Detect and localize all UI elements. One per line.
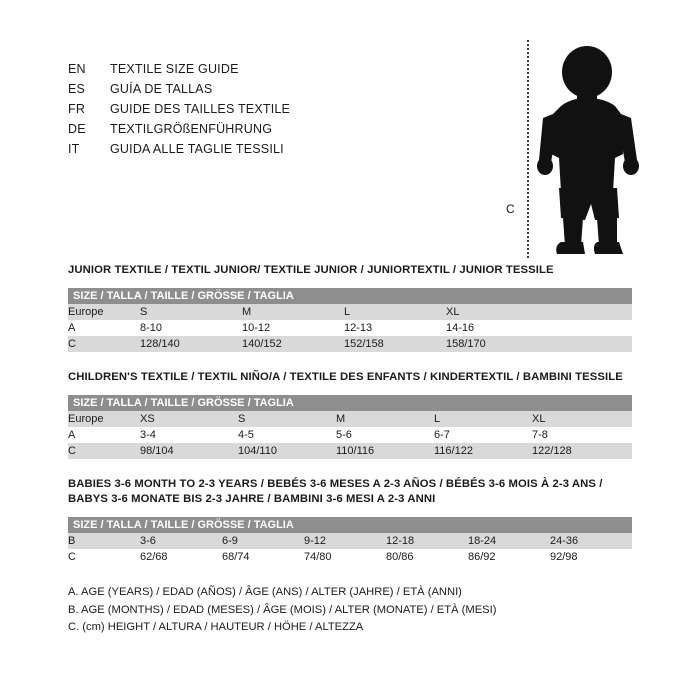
language-title: TEXTILGRÖßENFÜHRUNG <box>110 122 273 136</box>
cell: 152/158 <box>344 336 446 352</box>
cell: 6-7 <box>434 427 532 443</box>
cell: 86/92 <box>468 549 550 565</box>
section-title-babies: BABIES 3-6 MONTH TO 2-3 YEARS / BEBÉS 3-6 MESES A 2-3 AÑOS / BÉBÉS 3-6 MOIS À 2-3 ANS / BABYS 3-6 MONATE BIS 2-3 JAHRE / BAMBINI 3-6 MESI A 2-3 ANNI <box>68 478 603 505</box>
cell: 14-16 <box>446 320 632 336</box>
cell: 7-8 <box>532 427 632 443</box>
cell: 5-6 <box>336 427 434 443</box>
language-title: GUIDA ALLE TAGLIE TESSILI <box>110 142 284 156</box>
table-band-header <box>68 517 632 533</box>
cell: 68/74 <box>222 549 304 565</box>
language-row <box>68 102 488 122</box>
cell: 12-13 <box>344 320 446 336</box>
legend-item-age-months: B. AGE (MONTHS) / EDAD (MESES) / ÂGE (MOIS) / ALTER (MONATE) / ETÀ (MESI) <box>68 603 497 616</box>
cell: 122/128 <box>532 443 632 459</box>
row-label: Europe <box>68 304 140 320</box>
height-dotted-line <box>527 40 529 258</box>
junior-size-table <box>68 288 632 352</box>
cell: 104/110 <box>238 443 336 459</box>
row-label: A <box>68 427 140 443</box>
row-label: C <box>68 549 140 565</box>
table-row <box>68 533 632 549</box>
height-marker-label: C <box>506 202 515 216</box>
legend-item-age-years: A. AGE (YEARS) / EDAD (AÑOS) / ÂGE (ANS) / ALTER (JAHRE) / ETÀ (ANNI) <box>68 586 462 598</box>
table-row <box>68 336 632 352</box>
child-silhouette-icon <box>531 42 651 262</box>
language-header <box>68 62 488 162</box>
cell: L <box>344 304 446 320</box>
cell: 92/98 <box>550 549 632 565</box>
cell: 24-36 <box>550 533 632 549</box>
section-title-junior: JUNIOR TEXTILE / TEXTIL JUNIOR/ TEXTILE JUNIOR / JUNIORTEXTIL / JUNIOR TESSILE <box>68 264 554 276</box>
language-row <box>68 142 488 162</box>
band-label: SIZE / TALLA / TAILLE / GRÖSSE / TAGLIA <box>68 288 632 304</box>
table-band-header <box>68 288 632 304</box>
cell: 140/152 <box>242 336 344 352</box>
cell: 6-9 <box>222 533 304 549</box>
row-label: Europe <box>68 411 140 427</box>
cell: 158/170 <box>446 336 632 352</box>
cell: 3-6 <box>140 533 222 549</box>
section-title-children: CHILDREN'S TEXTILE / TEXTIL NIÑO/A / TEXTILE DES ENFANTS / KINDERTEXTIL / BAMBINI TESSILE <box>68 371 623 383</box>
table-row <box>68 549 632 565</box>
row-label: C <box>68 336 140 352</box>
cell: XS <box>140 411 238 427</box>
language-code: FR <box>68 102 86 116</box>
language-title: TEXTILE SIZE GUIDE <box>110 62 239 76</box>
cell: 116/122 <box>434 443 532 459</box>
language-title: GUIDE DES TAILLES TEXTILE <box>110 102 291 116</box>
cell: M <box>242 304 344 320</box>
band-label: SIZE / TALLA / TAILLE / GRÖSSE / TAGLIA <box>68 395 632 411</box>
babies-size-table <box>68 517 632 565</box>
cell: 98/104 <box>140 443 238 459</box>
cell: S <box>238 411 336 427</box>
cell: 110/116 <box>336 443 434 459</box>
cell: 18-24 <box>468 533 550 549</box>
legend-item-height: C. (cm) HEIGHT / ALTURA / HAUTEUR / HÖHE / ALTEZZA <box>68 621 364 633</box>
cell: 62/68 <box>140 549 222 565</box>
cell: L <box>434 411 532 427</box>
band-label: SIZE / TALLA / TAILLE / GRÖSSE / TAGLIA <box>68 517 632 533</box>
cell: 8-10 <box>140 320 242 336</box>
language-title: GUÍA DE TALLAS <box>110 82 213 96</box>
table-row <box>68 427 632 443</box>
language-row <box>68 122 488 142</box>
cell: 128/140 <box>140 336 242 352</box>
language-code: ES <box>68 82 86 96</box>
language-code: EN <box>68 62 86 76</box>
cell: 3-4 <box>140 427 238 443</box>
cell: 12-18 <box>386 533 468 549</box>
cell: M <box>336 411 434 427</box>
cell: 80/86 <box>386 549 468 565</box>
cell: S <box>140 304 242 320</box>
children-size-table <box>68 395 632 459</box>
height-figure <box>495 40 670 270</box>
table-row <box>68 304 632 320</box>
row-label: A <box>68 320 140 336</box>
row-label: B <box>68 533 140 549</box>
cell: XL <box>532 411 632 427</box>
language-code: IT <box>68 142 80 156</box>
language-row <box>68 82 488 102</box>
table-band-header <box>68 395 632 411</box>
language-code: DE <box>68 122 86 136</box>
cell: 74/80 <box>304 549 386 565</box>
language-row <box>68 62 488 82</box>
legend <box>68 584 496 637</box>
table-row <box>68 320 632 336</box>
cell: 4-5 <box>238 427 336 443</box>
table-row <box>68 411 632 427</box>
cell: XL <box>446 304 632 320</box>
cell: 10-12 <box>242 320 344 336</box>
table-row <box>68 443 632 459</box>
cell: 9-12 <box>304 533 386 549</box>
row-label: C <box>68 443 140 459</box>
